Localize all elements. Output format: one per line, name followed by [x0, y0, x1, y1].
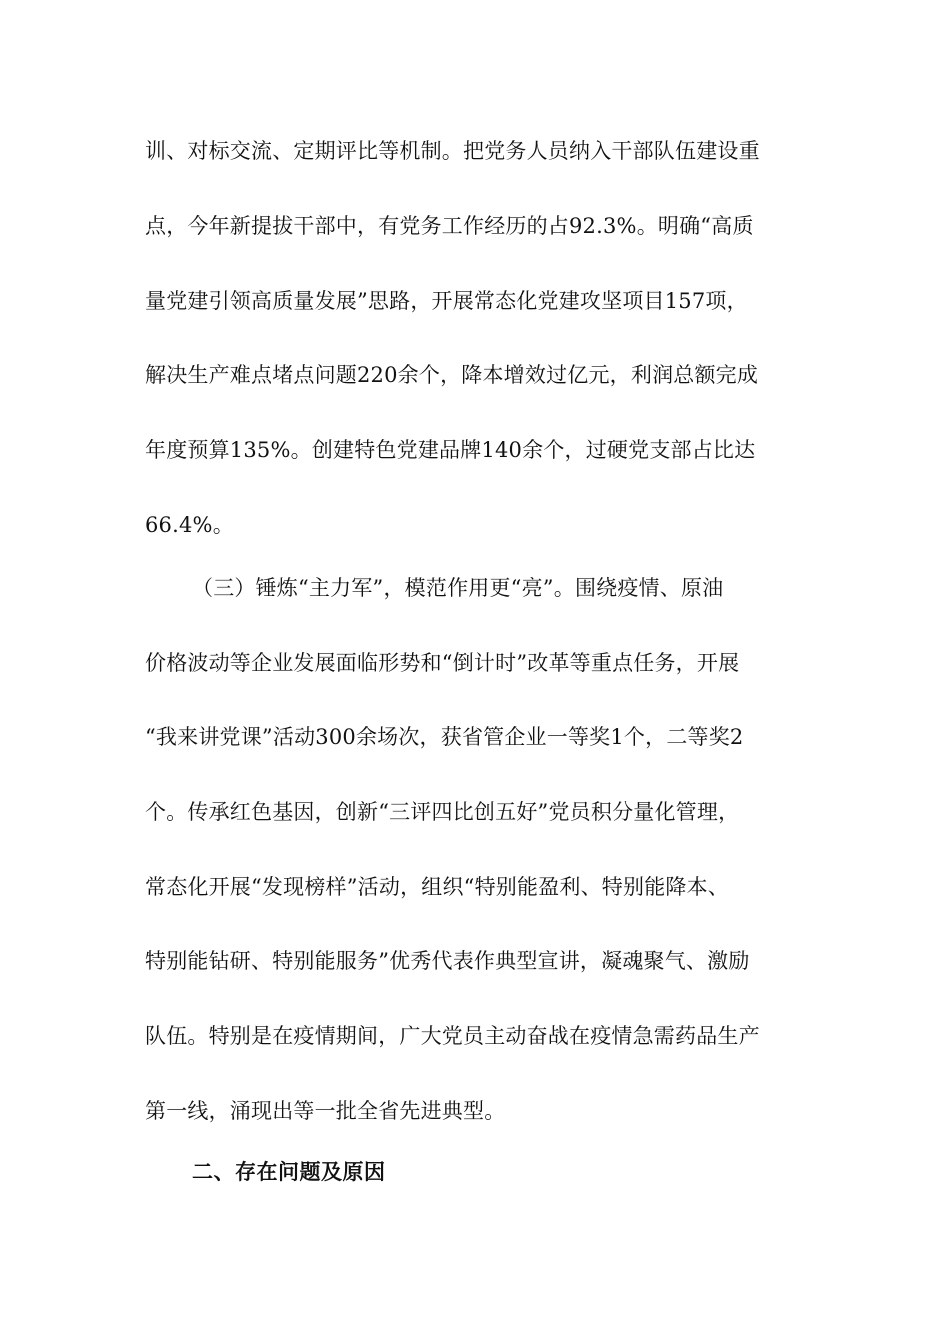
- paragraph-line: 66.4%。: [145, 513, 234, 537]
- paragraph-line: 个。传承红色基因，创新“三评四比创五好”党员积分量化管理，: [145, 800, 740, 824]
- paragraph-line: 第一线，涌现出等一批全省先进典型。: [145, 1099, 506, 1123]
- paragraph-line: 特别能钻研、特别能服务”优秀代表作典型宣讲，凝魂聚气、激励: [145, 949, 750, 973]
- paragraph-line: 量党建引领高质量发展”思路，开展常态化党建攻坚项目157项，: [145, 289, 748, 313]
- paragraph-line: 点，今年新提拔干部中，有党务工作经历的占92.3%。明确“高质: [145, 214, 754, 238]
- paragraph-line: “我来讲党课”活动300余场次，获省管企业一等奖1个，二等奖2: [145, 725, 744, 749]
- section-heading: 二、存在问题及原因: [192, 1159, 386, 1184]
- paragraph-line: 解决生产难点堵点问题220余个，降本增效过亿元，利润总额完成: [145, 363, 759, 387]
- paragraph-line: 训、对标交流、定期评比等机制。把党务人员纳入干部队伍建设重: [145, 139, 760, 163]
- paragraph-line: 年度预算135%。创建特色党建品牌140余个，过硬党支部占比达: [145, 438, 756, 462]
- paragraph-line: 常态化开展“发现榜样”活动，组织“特别能盈利、特别能降本、: [145, 875, 730, 899]
- paragraph-line: 队伍。特别是在疫情期间，广大党员主动奋战在疫情急需药品生产: [145, 1024, 760, 1048]
- paragraph-line: 价格波动等企业发展面临形势和“倒计时”改革等重点任务，开展: [145, 651, 740, 675]
- paragraph-line: （三）锤炼“主力军”，模范作用更“亮”。围绕疫情、原油: [192, 576, 724, 600]
